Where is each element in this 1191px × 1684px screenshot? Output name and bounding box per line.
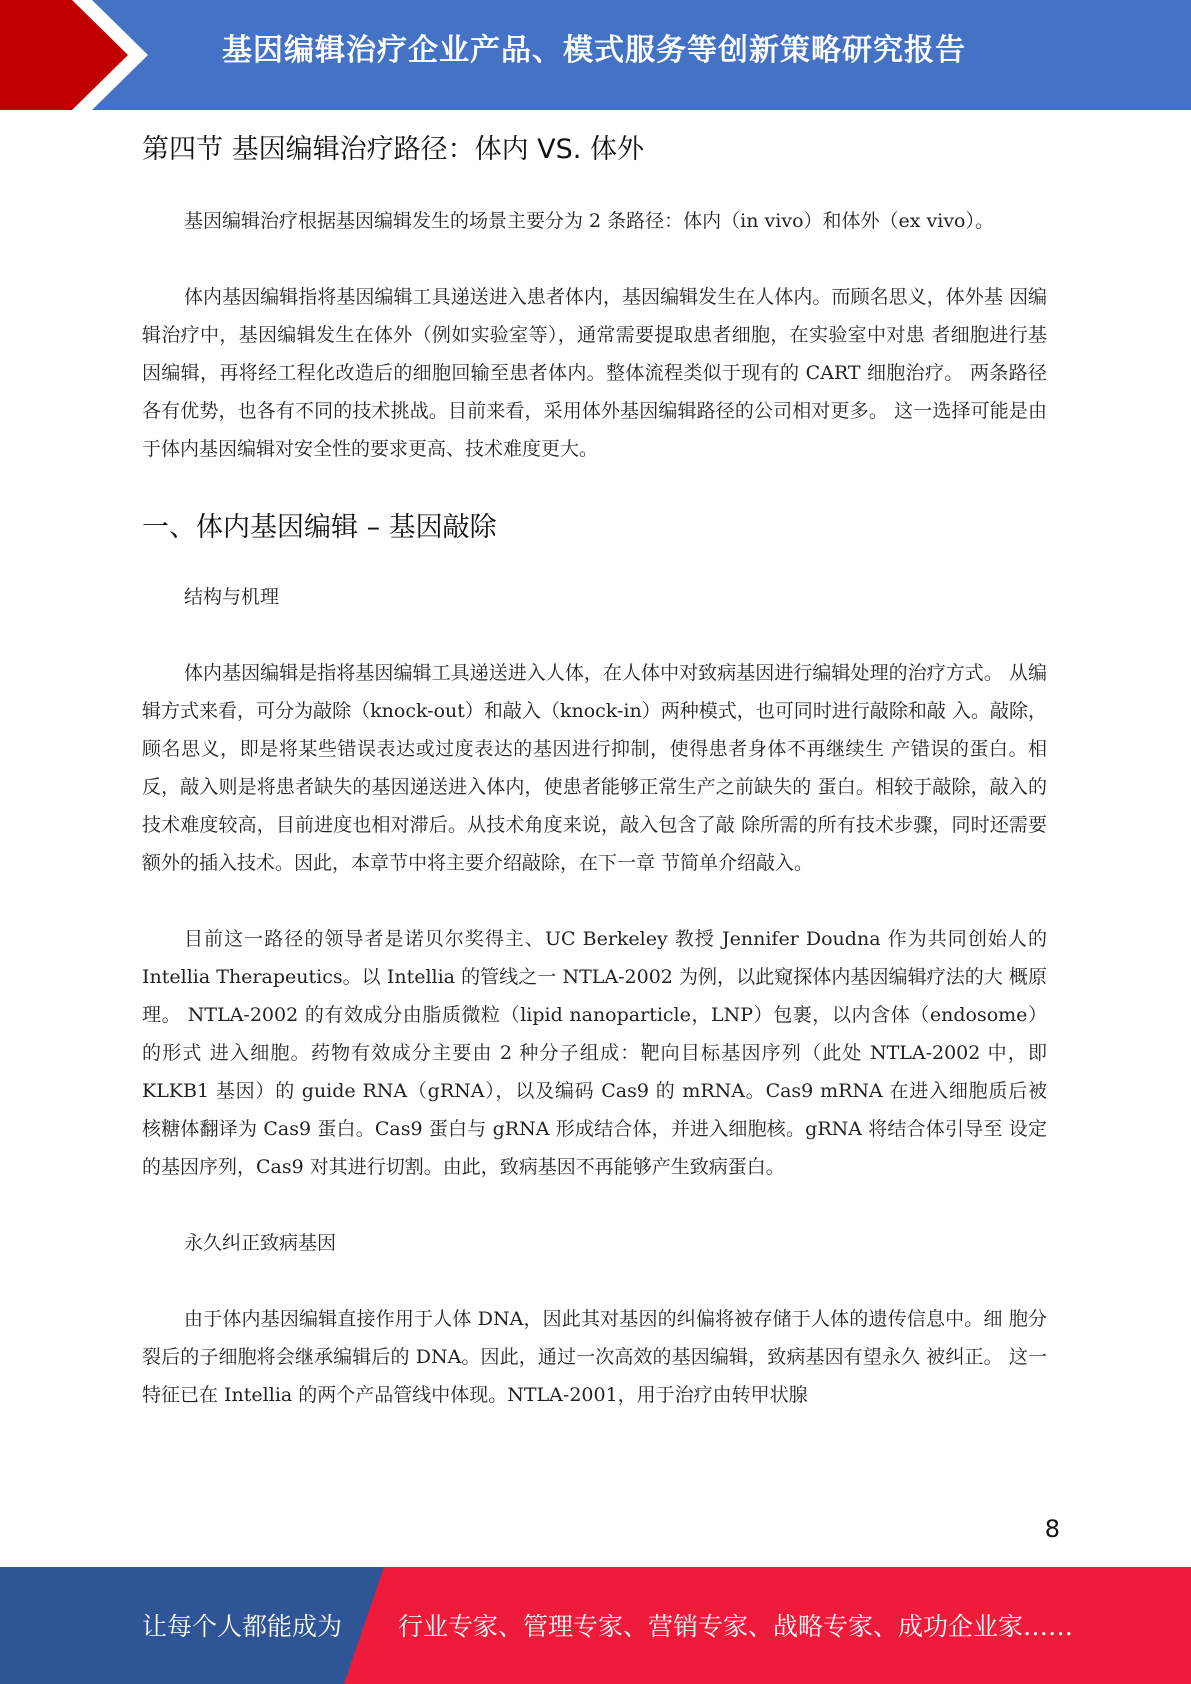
section-paragraph-1: 基因编辑治疗根据基因编辑发生的场景主要分为 2 条路径：体内（in vivo）和体外（ex vivo）。 bbox=[184, 210, 994, 232]
page-content bbox=[142, 128, 1047, 1452]
subsection-title: 一、体内基因编辑 – 基因敲除 bbox=[142, 512, 497, 543]
footer-slogan-left: 让每个人都能成为 bbox=[142, 1612, 343, 1641]
page-number: 8 bbox=[1044, 1515, 1060, 1543]
subsection-paragraph-1: 体内基因编辑是指将基因编辑工具递送进入人体，在人体中对致病基因进行编辑处理的治疗方式。 从编辑方式来看，可分为敲除（knock-out）和敲入（knock-in）两种模式，也可同时进行敲除和敲 入。敲除，顾名思义，即是将某些错误表达或过度表达的基因进行抑制，使得患者身体不再继续生 产错误的蛋白。相反，敲入则是将患者缺失的基因递送进入体内，使患者能够正常生产之前缺失的 蛋白。相较于敲除，敲入的技术难度较高，目前进度也相对滞后。从技术角度来说，敲入包含了敲 除所需的所有技术步骤，同时还需要额外的插入技术。因此，本章节中将主要介绍敲除，在下一章 节简单介绍敲入。 bbox=[142, 662, 1047, 874]
section-title: 第四节 基因编辑治疗路径：体内 VS. 体外 bbox=[142, 134, 644, 165]
page-footer bbox=[0, 1567, 1191, 1684]
footer-slogan-right: 行业专家、管理专家、营销专家、战略专家、成功企业家…… bbox=[398, 1612, 1074, 1641]
subsection-paragraph-3: 由于体内基因编辑直接作用于人体 DNA，因此其对基因的纠偏将被存储于人体的遗传信息中。细 胞分裂后的子细胞将会继承编辑后的 DNA。因此，通过一次高效的基因编辑，致病基因有望永久 被纠正。 这一特征已在 Intellia 的两个产品管线中体现。NTLA-2001，用于治疗由转甲状腺 bbox=[142, 1308, 1047, 1406]
subsection-paragraph-2: 目前这一路径的领导者是诺贝尔奖得主、UC Berkeley 教授 Jennifer Doudna 作为共同创始人的 Intellia Therapeutics。以 Intellia 的管线之一 NTLA-2002 为例，以此窥探体内基因编辑疗法的大 概原理。 NTLA-2002 的有效成分由脂质微粒（lipid nanoparticle，LNP）包裹，以内含体（endosome）的形式 进入细胞。药物有效成分主要由 2 种分子组成：靶向目标基因序列（此处 NTLA-2002 中，即 KLKB1 基因）的 guide RNA（gRNA），以及编码 Cas9 的 mRNA。Cas9 mRNA 在进入细胞质后被 核糖体翻译为 Cas9 蛋白。Cas9 蛋白与 gRNA 形成结合体，并进入细胞核。gRNA 将结合体引导至 设定的基因序列，Cas9 对其进行切割。由此，致病基因不再能够产生致病蛋白。 bbox=[142, 928, 1047, 1178]
subsection-label-permanent: 永久纠正致病基因 bbox=[184, 1232, 337, 1254]
page-header bbox=[0, 0, 1191, 110]
subsection-label-structure: 结构与机理 bbox=[184, 586, 280, 608]
document-title: 基因编辑治疗企业产品、模式服务等创新策略研究报告 bbox=[222, 33, 966, 68]
section-paragraph-2: 体内基因编辑指将基因编辑工具递送进入患者体内，基因编辑发生在人体内。而顾名思义，体外基 因编辑治疗中，基因编辑发生在体外（例如实验室等），通常需要提取患者细胞，在实验室中对患 者细胞进行基因编辑，再将经工程化改造后的细胞回输至患者体内。整体流程类似于现有的 CART 细胞治疗。 两条路径各有优势，也各有不同的技术挑战。目前来看，采用体外基因编辑路径的公司相对更多。 这一选择可能是由于体内基因编辑对安全性的要求更高、技术难度更大。 bbox=[142, 286, 1047, 460]
